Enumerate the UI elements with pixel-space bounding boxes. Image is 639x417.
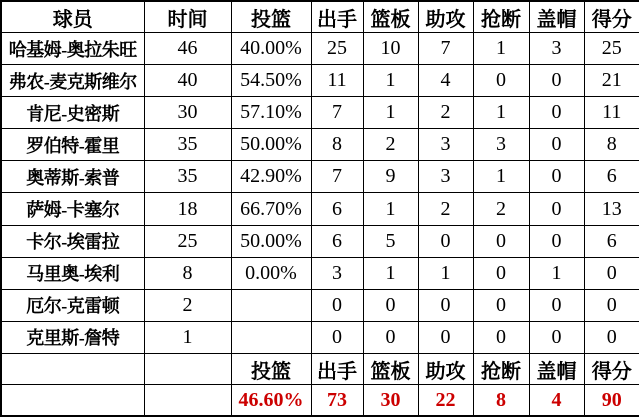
cell-pts: 8 [584,129,639,161]
table-row [1,193,639,225]
totals-row [1,385,639,417]
footer-label-blocks: 盖帽 [529,354,584,385]
cell-minutes: 2 [144,289,231,321]
cell-player: 马里奥-埃利 [1,257,144,289]
cell-minutes: 1 [144,321,231,353]
cell-ast: 0 [418,225,473,257]
cell-stl: 0 [473,65,529,97]
cell-reb: 5 [363,225,418,257]
cell-pts: 11 [584,97,639,129]
cell-pts: 6 [584,161,639,193]
cell-ast: 7 [418,33,473,65]
cell-minutes: 8 [144,257,231,289]
table-row [1,289,639,321]
cell-fga: 11 [311,65,363,97]
cell-ast: 2 [418,193,473,225]
total-steals: 8 [473,385,529,417]
footer-label-points: 得分 [584,354,639,385]
cell-blk: 0 [529,289,584,321]
cell-player: 奥蒂斯-索普 [1,161,144,193]
cell-fga: 25 [311,33,363,65]
cell-fga: 0 [311,289,363,321]
table-row [1,257,639,289]
total-points: 90 [584,385,639,417]
cell-blk: 0 [529,161,584,193]
table-row [1,129,639,161]
total-assists: 22 [418,385,473,417]
cell-pts: 25 [584,33,639,65]
cell-fga: 8 [311,129,363,161]
cell-blk: 1 [529,257,584,289]
cell-fg_pct: 50.00% [231,129,311,161]
cell-fga: 3 [311,257,363,289]
table-body [1,33,639,354]
cell-minutes: 18 [144,193,231,225]
col-header-fg-pct: 投篮 [231,1,311,33]
cell-player: 哈基姆-奥拉朱旺 [1,33,144,65]
cell-reb: 0 [363,289,418,321]
col-header-points: 得分 [584,1,639,33]
cell-reb: 1 [363,257,418,289]
cell-ast: 1 [418,257,473,289]
cell-reb: 10 [363,33,418,65]
cell-blk: 0 [529,97,584,129]
header-row [1,1,639,33]
cell-stl: 0 [473,225,529,257]
col-header-steals: 抢断 [473,1,529,33]
footer-label-fga: 出手 [311,354,363,385]
cell-minutes: 40 [144,65,231,97]
cell-ast: 3 [418,129,473,161]
total-fg-pct: 46.60% [231,385,311,417]
cell-pts: 0 [584,257,639,289]
col-header-fga: 出手 [311,1,363,33]
cell-blk: 0 [529,321,584,353]
cell-blk: 0 [529,65,584,97]
footer-label-rebounds: 篮板 [363,354,418,385]
cell-stl: 3 [473,129,529,161]
cell-minutes: 25 [144,225,231,257]
footer-label-player [1,354,144,385]
total-player [1,385,144,417]
cell-fga: 6 [311,193,363,225]
footer-label-row [1,354,639,385]
table-row [1,97,639,129]
cell-ast: 3 [418,161,473,193]
cell-fg_pct: 54.50% [231,65,311,97]
cell-player: 弗农-麦克斯维尔 [1,65,144,97]
cell-reb: 2 [363,129,418,161]
cell-stl: 1 [473,33,529,65]
total-minutes [144,385,231,417]
col-header-player: 球员 [1,1,144,33]
cell-player: 肯尼-史密斯 [1,97,144,129]
cell-player: 萨姆-卡塞尔 [1,193,144,225]
cell-fg_pct: 42.90% [231,161,311,193]
cell-reb: 1 [363,65,418,97]
cell-minutes: 35 [144,129,231,161]
cell-fga: 6 [311,225,363,257]
cell-fg_pct: 50.00% [231,225,311,257]
cell-pts: 6 [584,225,639,257]
cell-stl: 0 [473,321,529,353]
cell-reb: 1 [363,193,418,225]
cell-reb: 9 [363,161,418,193]
cell-fg_pct: 0.00% [231,257,311,289]
footer-label-assists: 助攻 [418,354,473,385]
footer-label-steals: 抢断 [473,354,529,385]
cell-player: 克里斯-詹特 [1,321,144,353]
cell-minutes: 35 [144,161,231,193]
total-rebounds: 30 [363,385,418,417]
cell-pts: 0 [584,321,639,353]
cell-player: 卡尔-埃雷拉 [1,225,144,257]
cell-ast: 0 [418,289,473,321]
table-row [1,161,639,193]
cell-player: 罗伯特-霍里 [1,129,144,161]
cell-stl: 2 [473,193,529,225]
table-row [1,225,639,257]
cell-blk: 0 [529,129,584,161]
cell-reb: 1 [363,97,418,129]
cell-fg_pct: 40.00% [231,33,311,65]
cell-pts: 13 [584,193,639,225]
col-header-minutes: 时间 [144,1,231,33]
cell-player: 厄尔-克雷顿 [1,289,144,321]
col-header-rebounds: 篮板 [363,1,418,33]
cell-stl: 0 [473,289,529,321]
cell-minutes: 30 [144,97,231,129]
cell-pts: 0 [584,289,639,321]
footer-label-fg-pct: 投篮 [231,354,311,385]
cell-fga: 7 [311,97,363,129]
col-header-assists: 助攻 [418,1,473,33]
cell-fg_pct [231,321,311,353]
cell-stl: 1 [473,161,529,193]
cell-ast: 4 [418,65,473,97]
col-header-blocks: 盖帽 [529,1,584,33]
cell-blk: 3 [529,33,584,65]
cell-fg_pct [231,289,311,321]
table-row [1,33,639,65]
table-row [1,65,639,97]
cell-ast: 0 [418,321,473,353]
cell-blk: 0 [529,225,584,257]
cell-fga: 0 [311,321,363,353]
footer-label-minutes [144,354,231,385]
cell-stl: 1 [473,97,529,129]
cell-blk: 0 [529,193,584,225]
total-fga: 73 [311,385,363,417]
cell-fg_pct: 57.10% [231,97,311,129]
cell-fg_pct: 66.70% [231,193,311,225]
cell-pts: 21 [584,65,639,97]
table-row [1,321,639,353]
cell-fga: 7 [311,161,363,193]
cell-minutes: 46 [144,33,231,65]
cell-stl: 0 [473,257,529,289]
cell-ast: 2 [418,97,473,129]
total-blocks: 4 [529,385,584,417]
cell-reb: 0 [363,321,418,353]
